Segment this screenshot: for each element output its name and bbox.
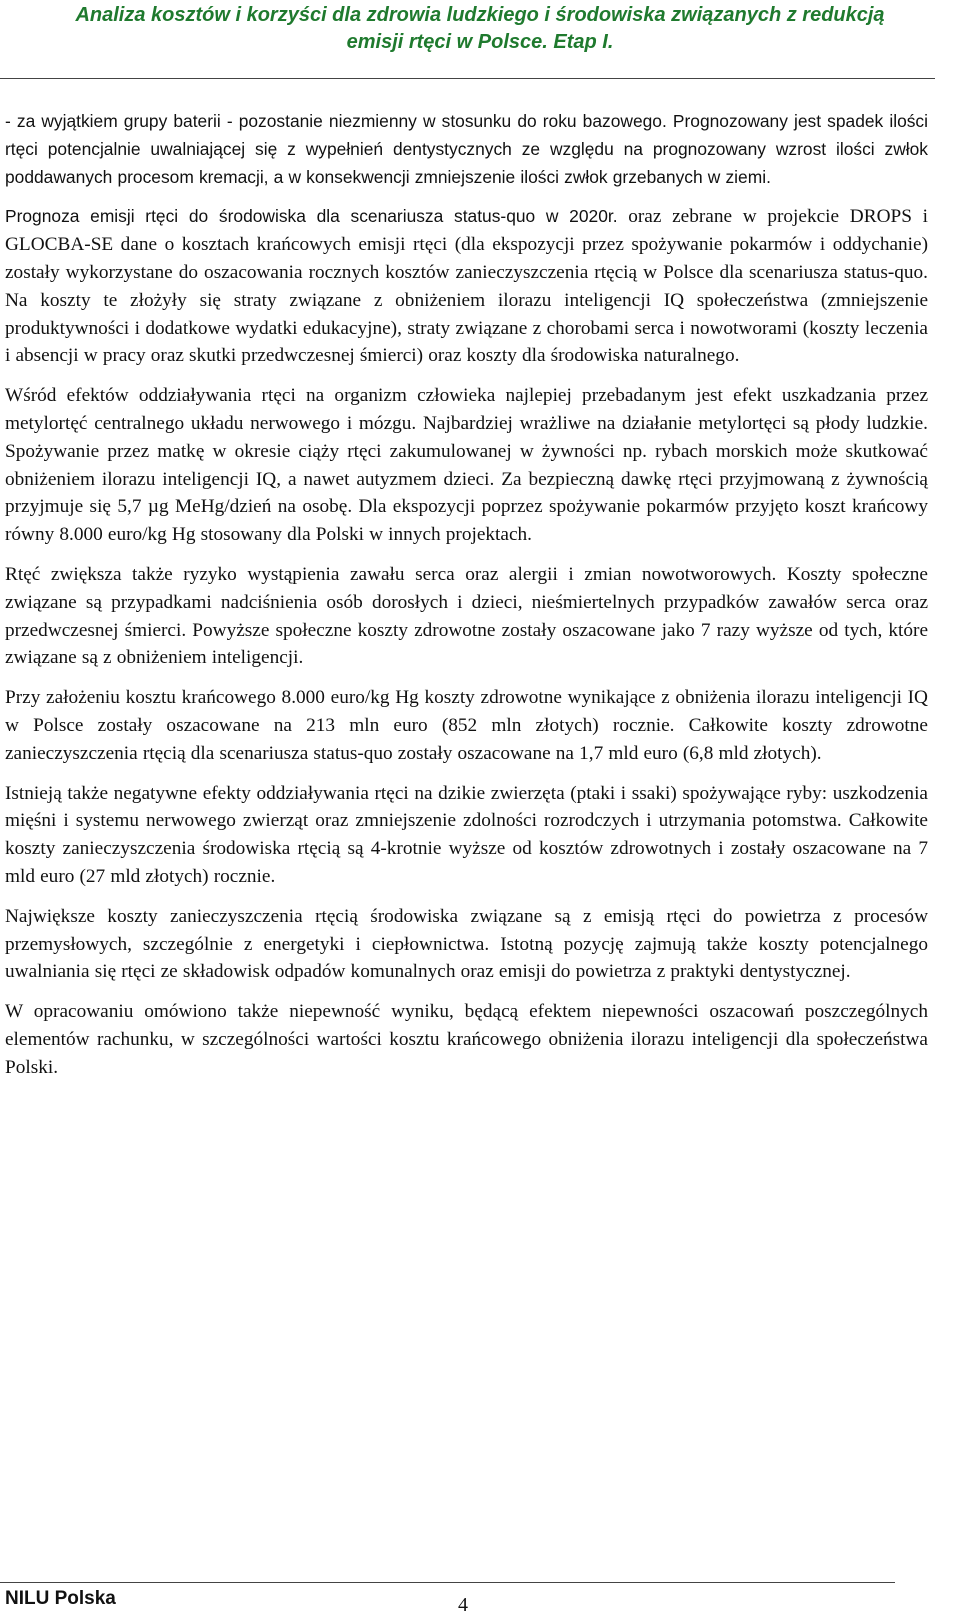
paragraph-3: Wśród efektów oddziaływania rtęci na organizm człowieka najlepiej przebadanym jest efekt uszkadzania przez metylortęć centralnego układu nerwowego i mózgu. Najbardziej wrażliwe na działanie metylortęci są płody ludzkie. Spożywanie przez matkę w okresie ciąży rtęci zakumulowanej w żywności np. rybach morskich może skutkować obniżeniem ilorazu inteligencji IQ, a nawet autyzmem dzieci. Za bezpieczną dawkę rtęci przyjmowaną z żywnością przyjmuje się 5,7 µg MeHg/dzień na osobę. Dla ekspozycji poprzez spożywanie pokarmów przyjęto koszt krańcowy równy 8.000 euro/kg Hg stosowany dla Polski w innych projektach. — [5, 385, 928, 546]
paragraph-4: Rtęć zwiększa także ryzyko wystąpienia zawału serca oraz alergii i zmian nowotworowych. Koszty społeczne związane są przypadkami nadciśnienia osób dorosłych i dzieci, nieśmiertelnych przypadków zawałów serca oraz przedwczesnej śmierci. Powyższe społeczne koszty zdrowotne zostały oszacowane jako 7 razy wyższe od tych, które związane są z obniżeniem inteligencji. — [5, 563, 928, 669]
header-title-line-1: Analiza kosztów i korzyści dla zdrowia ludzkiego i środowiska związanych z redukcją — [75, 4, 885, 26]
footer-divider — [0, 1582, 895, 1583]
header-divider — [0, 78, 935, 79]
paragraph-2-rest: oraz zebrane w projekcie DROPS i GLOCBA-SE dane o kosztach krańcowych emisji rtęci (dla ekspozycji przez spożywanie pokarmów i oddychanie) zostały wykorzystane do oszacowania rocznych kosztów zanieczyszczenia rtęcią w Polsce dla scenariusza status-quo. Na koszty te złożyły się straty związane z obniżeniem ilorazu inteligencji IQ społeczeństwa (zmniejszenie produktywności i dodatkowe wydatki edukacyjne), straty związane z chorobami serca i nowotworami (koszty leczenia i absencji w pracy oraz skutki przedwczesnej śmierci) oraz koszty dla środowiska naturalnego. — [5, 206, 928, 367]
paragraph-2-lead: Prognoza emisji rtęci do środowiska dla scenariusza status-quo w 2020r. — [5, 206, 618, 227]
footer-organization: NILU Polska — [5, 1588, 116, 1609]
document-body — [5, 108, 928, 1094]
paragraph-2 — [5, 203, 928, 370]
paragraph-8: W opracowaniu omówiono także niepewność wyniku, będącą efektem niepewności oszacowań poszczególnych elementów rachunku, w szczególności wartości kosztu krańcowego obniżenia ilorazu inteligencji dla społeczeństwa Polski. — [5, 1001, 928, 1078]
paragraph-5: Przy założeniu kosztu krańcowego 8.000 euro/kg Hg koszty zdrowotne wynikające z obniżenia ilorazu inteligencji IQ w Polsce zostały oszacowane na 213 mln euro (852 mln złotych) rocznie. Całkowite koszty zdrowotne zanieczyszczenia rtęcią dla scenariusza status-quo zostały oszacowane na 1,7 mld euro (6,8 mld złotych). — [5, 687, 928, 764]
paragraph-7: Największe koszty zanieczyszczenia rtęcią środowiska związane są z emisją rtęci do powietrza z procesów przemysłowych, szczególnie z energetyki i ciepłownictwa. Istotną pozycję zajmują także koszty potencjalnego uwalniania się rtęci ze składowisk odpadów komunalnych oraz emisji do powietrza z praktyki dentystycznej. — [5, 905, 928, 983]
header-title-line-2: emisji rtęci w Polsce. Etap I. — [346, 31, 614, 53]
page-header — [0, 2, 960, 56]
page-number: 4 — [458, 1594, 468, 1616]
paragraph-1: - za wyjątkiem grupy baterii - pozostanie niezmienny w stosunku do roku bazowego. Prognozowany jest spadek ilości rtęci potencjalnie uwalniającej się z wypełnień dentystycznych ze względu na prognozowany wzrost ilości zwłok poddawanych procesom kremacji, a w konsekwencji zmniejszenie ilości zwłok grzebanych w ziemi. — [5, 111, 928, 187]
paragraph-6: Istnieją także negatywne efekty oddziaływania rtęci na dzikie zwierzęta (ptaki i ssaki) spożywające ryby: uszkodzenia mięśni i systemu nerwowego zwierząt oraz zmniejszenie zdolności rozrodczych i utrzymania potomstwa. Całkowite koszty zanieczyszczenia środowiska rtęcią są 4-krotnie wyższe od kosztów zdrowotnych i zostały oszacowane na 7 mld euro (27 mld złotych) rocznie. — [5, 782, 928, 887]
